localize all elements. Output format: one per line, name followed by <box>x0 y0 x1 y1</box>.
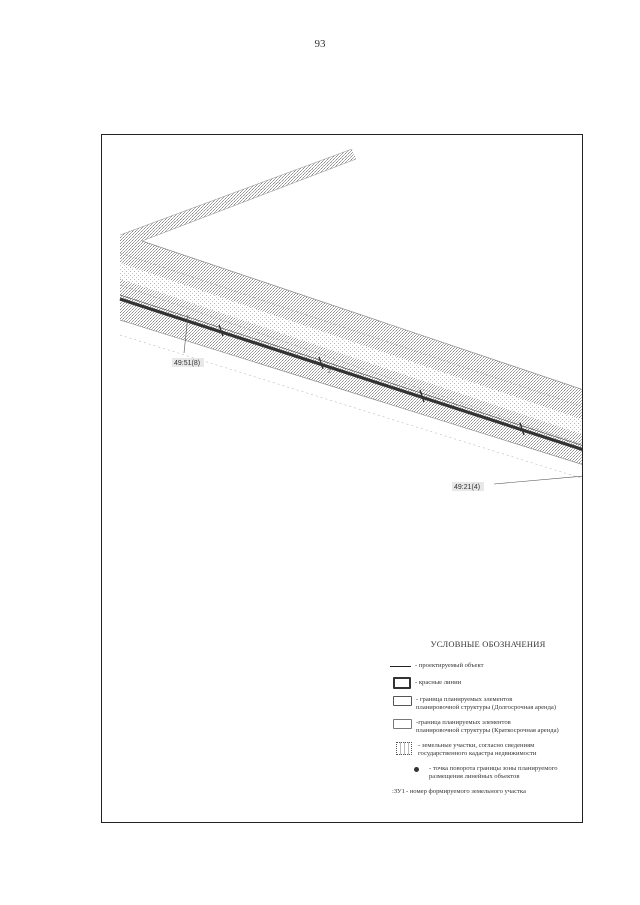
legend-item-turn-point <box>390 765 580 781</box>
legend-item-short-term <box>390 719 580 735</box>
map-label: 49:21(4) <box>454 484 481 491</box>
corridor-inner-band <box>120 263 583 435</box>
legend-text: - граница планируемых элементов планировочной структуры (Долгосрочная аренда) <box>416 696 557 711</box>
legend-text: - номер формируемого земельного участка <box>405 788 526 795</box>
line-symbol-icon <box>390 666 411 667</box>
legend-item-plot-number <box>390 788 580 796</box>
legend-item-long-term <box>390 696 580 712</box>
boundary-box-icon <box>393 719 412 729</box>
upper-road-strip <box>120 149 356 241</box>
legend-text: - проектируемый объект <box>415 662 484 669</box>
legend-text: -граница планируемых элементов планировочной структуры (Краткосрочная аренда) <box>416 719 559 734</box>
cadastre-hatch-icon <box>396 742 412 755</box>
legend-text: - красные линии <box>415 679 462 686</box>
leader-line-right <box>494 476 583 484</box>
plot-number-symbol: :ЗУ1 <box>392 788 405 795</box>
boundary-box-icon <box>393 696 412 706</box>
red-line-box-icon <box>393 677 411 689</box>
legend-text: - земельные участки, согласно сведениям государственного кадастра недвижимости <box>418 742 537 757</box>
legend-item-projected-object <box>390 662 580 670</box>
map-label: 49:51(8) <box>174 360 201 367</box>
page-number: 93 <box>314 38 326 50</box>
legend <box>390 640 580 803</box>
legend-item-cadastre <box>390 742 580 758</box>
map-label: 2 <box>328 369 331 375</box>
legend-text: - точка поворота границы зоны планируемого размещения линейных объектов <box>429 765 558 780</box>
legend-title: УСЛОВНЫЕ ОБОЗНАЧЕНИЯ <box>430 639 546 649</box>
dot-icon <box>414 767 419 772</box>
legend-item-red-lines <box>390 677 580 689</box>
